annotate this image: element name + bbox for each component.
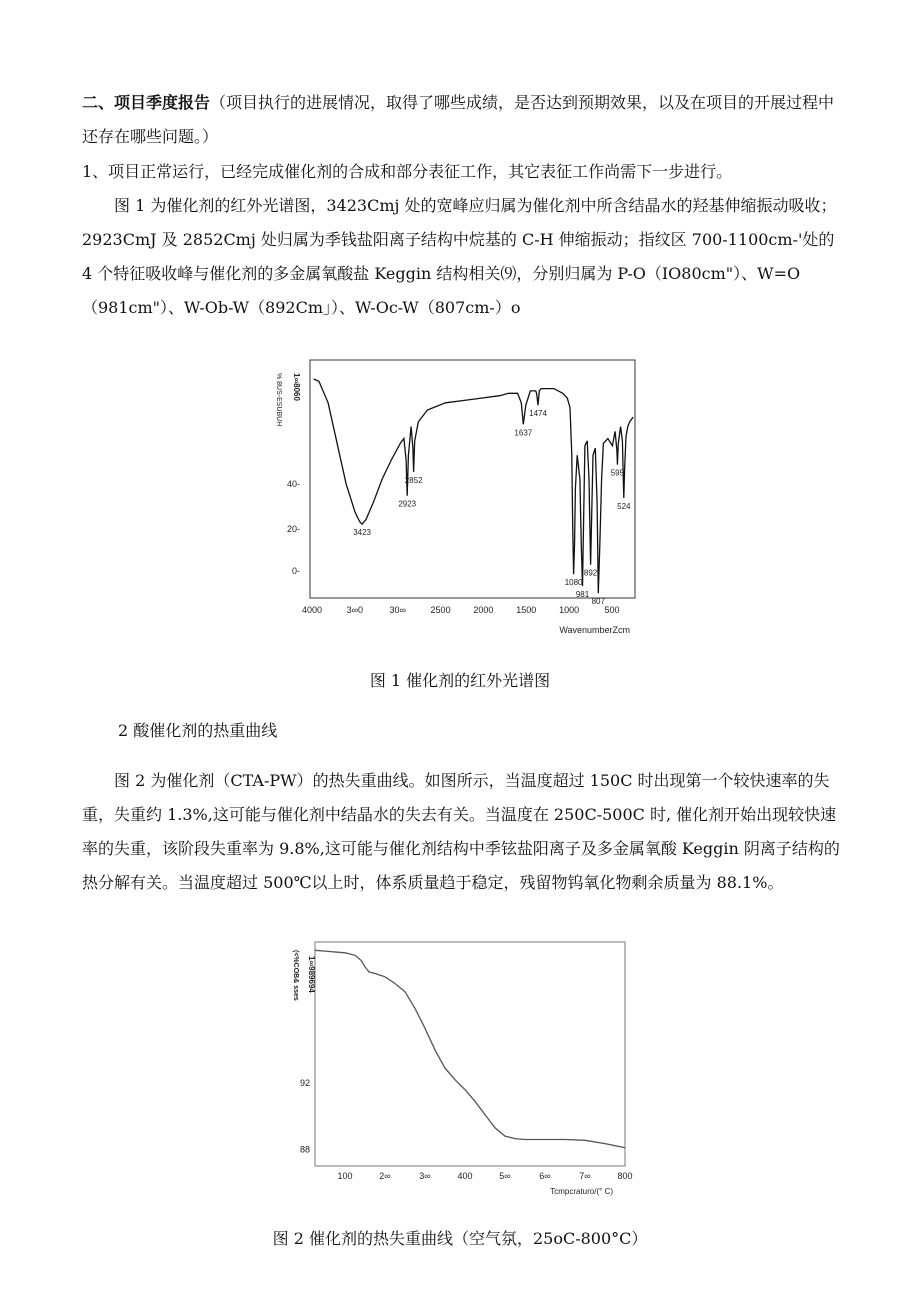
x-tick-label: 500 — [604, 605, 620, 615]
y-tick-label: 92 — [299, 1078, 310, 1089]
peak-label: 595 — [610, 468, 625, 478]
plot-frame — [315, 942, 625, 1166]
peak-label: 892 — [583, 568, 598, 578]
x-tick-label: 3∞ — [419, 1171, 431, 1181]
fig2-caption: 图 2 催化剂的热失重曲线（空气氛，25oC-800°C） — [272, 1229, 648, 1248]
x-tick-label: 400 — [457, 1171, 473, 1181]
x-tick-label: 5∞ — [499, 1171, 511, 1181]
peak-label: 1080 — [564, 578, 583, 588]
x-tick-label: 1500 — [516, 605, 537, 615]
section-heading-paragraph — [82, 86, 842, 154]
peak-label: 524 — [617, 502, 631, 512]
x-tick-label: 7∞ — [579, 1171, 591, 1181]
x-tick-label: 1000 — [559, 605, 580, 615]
ir-spectrum-figure — [270, 355, 650, 649]
ir-series-line — [314, 379, 634, 593]
x-axis-label: Tcmpcraturo/(° C) — [550, 1187, 613, 1196]
section-title-note: （项目执行的进展情况，取得了哪些成绩，是否达到预期效果，以及在项目的开展过程中还存在哪些问题。） — [82, 93, 835, 146]
y-tick-label: 88 — [299, 1144, 310, 1155]
fig1-caption: 图 1 催化剂的红外光谱图 — [369, 671, 551, 690]
ir-spectrum-chart — [270, 355, 650, 645]
section-title: 二、项目季度报告 — [82, 93, 211, 112]
peak-label: 1474 — [529, 409, 547, 419]
tga-chart — [280, 938, 640, 1208]
x-tick-label: 6∞ — [539, 1171, 551, 1181]
peak-label: 981 — [575, 590, 590, 600]
x-axis-label: WavenumberZcm — [559, 625, 630, 635]
x-tick-label: 3∞0 — [346, 605, 364, 615]
ir-description-paragraph: 图 1 为催化剂的红外光谱图，3423Cmj 处的宽峰应归属为催化剂中所含结晶水的羟基伸缩振动吸收；2923CmJ 及 2852Cmj 处归属为季钱盐阳离子结构中烷基的 C-H 伸缩振动；指纹区 700-1100cm-'处的 4 个特征吸收峰与催化剂的多金属氧酸盐 Keggin 结构相关⑼，分别归属为 P-O（IO80cm"）、W=O（981cm"）、W-Ob-W（892Cm」）、W-Oc-W（807cm-）o — [82, 196, 837, 317]
y-tick-label: 20- — [286, 524, 300, 534]
y-axis-label: 1∞989694 — [307, 956, 316, 993]
tga-subheading: 2 酸催化剂的热重曲线 — [118, 721, 278, 740]
peak-label: 3423 — [353, 528, 371, 538]
peak-label: 2852 — [404, 475, 423, 485]
y-axis-label-secondary: (<%COB& sses — [292, 950, 299, 1001]
x-tick-label: 2000 — [473, 605, 494, 615]
y-tick-label: 0- — [291, 566, 300, 576]
y-axis-label-secondary: % 8US-ESUBUH — [275, 373, 282, 427]
plot-frame — [310, 360, 635, 598]
x-tick-label: 100 — [337, 1171, 353, 1181]
x-tick-label: 30∞ — [389, 605, 406, 615]
tga-description-paragraph: 图 2 为催化剂（CTA-PW）的热失重曲线。如图所示，当温度超过 150C 时出现第一个较快速率的失重，失重约 1.3%,这可能与催化剂中结晶水的失去有关。当温度在 250C-500C 时, 催化剂开始出现较快速率的失重，该阶段失重率为 9.8%,这可能与催化剂结构中季铉盐阳离子及多金属氧酸 Keggin 阴离子结构的热分解有关。当温度超过 500℃以上时，体系质量趋于稳定，残留物钨氧化物剩余质量为 88.1%。 — [82, 771, 840, 892]
x-tick-label: 2500 — [430, 605, 451, 615]
peak-label: 2923 — [398, 499, 417, 509]
x-tick-label: 4000 — [301, 605, 323, 615]
peak-label: 807 — [591, 597, 605, 607]
y-tick-label: 40- — [286, 479, 300, 489]
tga-series-line — [315, 950, 625, 1147]
tga-figure — [280, 938, 640, 1212]
peak-label: 1637 — [514, 428, 533, 438]
x-tick-label: 2∞ — [379, 1171, 391, 1181]
x-tick-label: 800 — [617, 1171, 633, 1181]
y-axis-label: 1∞8060 — [292, 373, 301, 401]
item-1-paragraph: 1、项目正常运行，已经完成催化剂的合成和部分表征工作，其它表征工作尚需下一步进行。 — [82, 162, 733, 181]
